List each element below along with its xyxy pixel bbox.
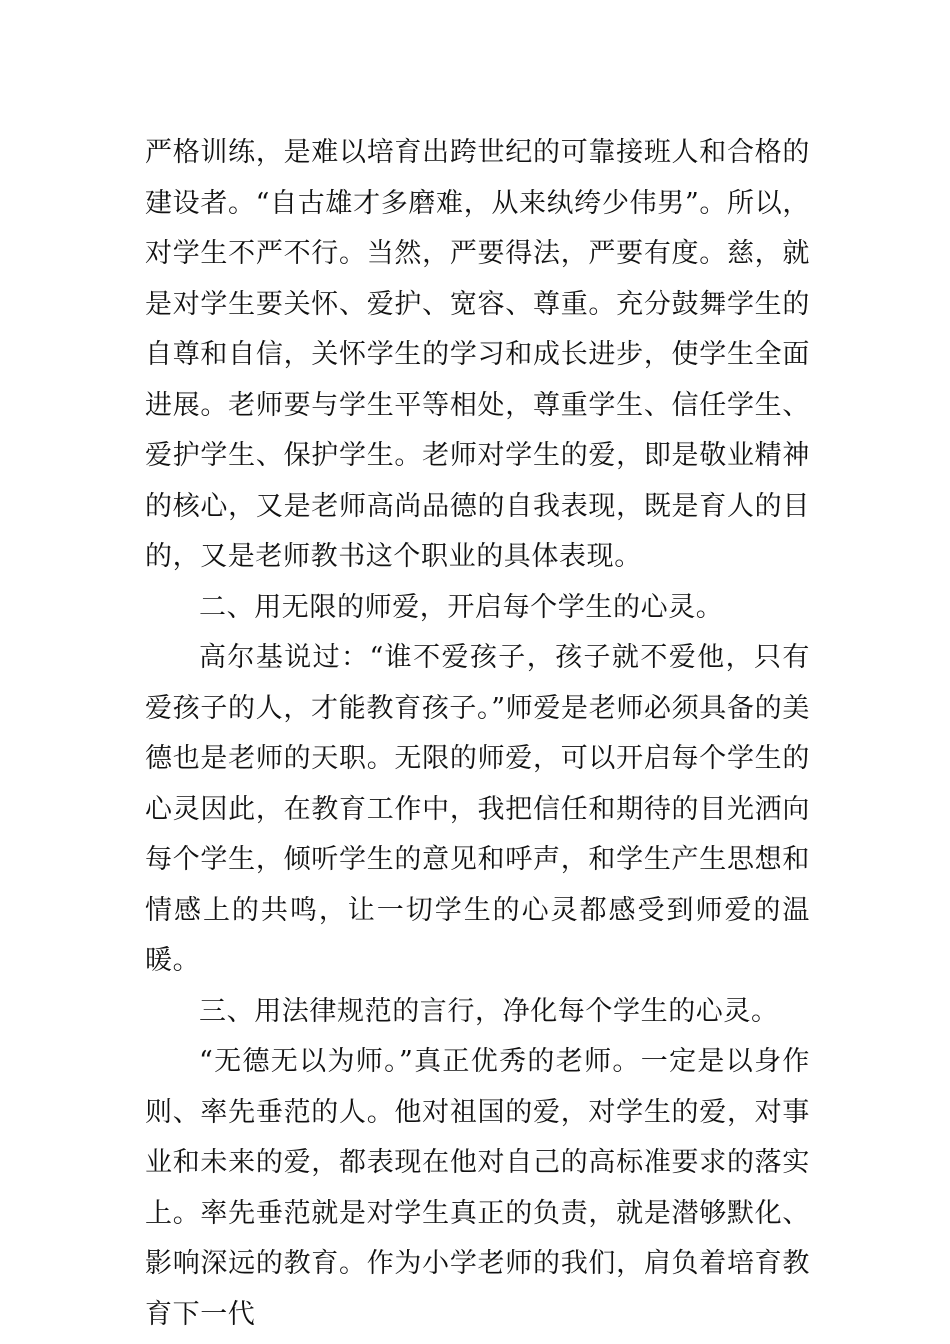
body-paragraph-virtue: “无德无以为师。”真正优秀的老师。一定是以身作则、率先垂范的人。他对祖国的爱，对学生的爱，对事业和未来的爱，都表现在他对自己的高标准要求的落实上。率先垂范就是对学生真正的负责，就是潜够默化、影响深远的教育。作为小学老师的我们，肩负着培育教育下一代	[145, 1046, 810, 1330]
body-paragraph-gorky-quote: 高尔基说过：“谁不爱孩子，孩子就不爱他，只有爱孩子的人，才能教育孩子。”师爱是老师必须具备的美德也是老师的天职。无限的师爱，可以开启每个学生的心灵因此，在教育工作中，我把信任和期待的目光洒向每个学生，倾听学生的意见和呼声，和学生产生思想和情感上的共鸣，让一切学生的心灵都感受到师爱的温暖。	[145, 642, 810, 976]
body-paragraph: 严格训练，是难以培育出跨世纪的可靠接班人和合格的建设者。“自古雄才多磨难，从来纨绔少伟男”。所以，对学生不严不行。当然，严要得法，严要有度。慈，就是对学生要关怀、爱护、宽容、尊重。充分鼓舞学生的自尊和自信，关怀学生的学习和成长进步，使学生全面进展。老师要与学生平等相处，尊重学生、信任学生、爱护学生、保护学生。老师对学生的爱，即是敬业精神的核心，又是老师高尚品德的自我表现，既是育人的目的，又是老师教书这个职业的具体表现。	[145, 137, 810, 572]
section-heading-two: 二、用无限的师爱，开启每个学生的心灵。	[199, 591, 724, 623]
section-heading-three: 三、用法律规范的言行，净化每个学生的心灵。	[199, 995, 779, 1027]
document-page	[145, 128, 810, 1340]
